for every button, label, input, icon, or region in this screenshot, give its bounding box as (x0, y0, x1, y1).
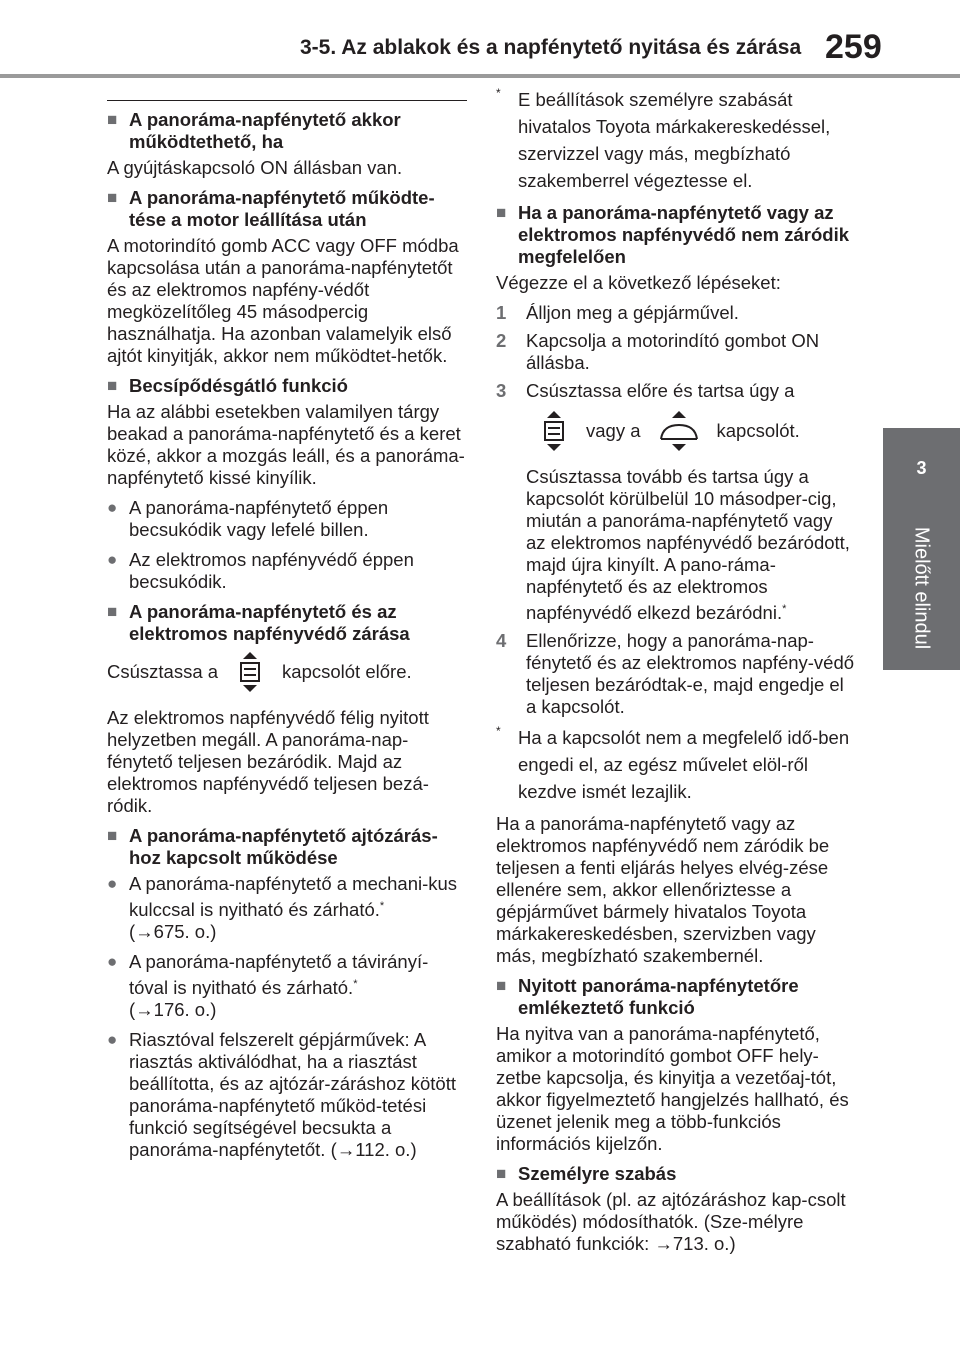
step-text: Csúsztassa előre és tartsa úgy a (526, 380, 795, 401)
footnote (496, 724, 856, 805)
page-reference: (→176. o.) (129, 999, 217, 1021)
sunshade-switch-icon (653, 409, 705, 453)
instruction-text: kapcsolót előre. (282, 661, 412, 682)
left-column (107, 100, 467, 1169)
instruction-text: kapcsolót. (716, 420, 800, 441)
step-text: Ellenőrizze, hogy a panoráma-nap-fénytető és az elektromos napfény-védő teljesen bezáródtak-e, majd engedje el a kapcsolót. (526, 630, 855, 718)
heading-after-stop: ■ A panoráma-napfénytető működte-tése a motor leállítása után (107, 187, 467, 231)
footnote-mark: * (496, 86, 501, 100)
bullet-item: ● Az elektromos napfényvédő éppen becsukódik. (107, 549, 467, 593)
footnote-mark: * (353, 978, 358, 991)
bullet-text: A panoráma-napfénytető a távirányí-tóval is nyitható és zárható. (129, 951, 429, 999)
heading-jam-protection: ■ Becsípődésgátló funkció (107, 375, 467, 397)
step-4 (496, 630, 856, 718)
step-number: 4 (496, 630, 507, 652)
page-header (0, 0, 960, 80)
sunroof-switch-icon (534, 409, 574, 453)
paragraph: Ha nyitva van a panoráma-napfénytető, amikor a motorindító gombot OFF hely-zetbe kapcsolja, és kinyitja a vezetőaj-tót, akkor figyelmeztető hangjelzés hallható, és üzenet jelenik meg a több-funkciós információs kijelzőn. (496, 1023, 849, 1155)
step-3-continued (496, 466, 856, 624)
switch-instruction (496, 408, 856, 454)
paragraph: Ha a panoráma-napfénytető vagy az elektromos napfényvédő nem záródik be teljesen a fenti eljárás helyes elvég-zése ellenére sem, akkor ellenőriztesse a gépjárművet bármely hivatalos Toyota márkakereskedésben, szervizben vagy más, megbízható szakembernél. (496, 813, 830, 967)
column-rule (107, 100, 467, 101)
paragraph: Ha az alábbi esetekben valamilyen tárgy beakad a panoráma-napfénytető és a keret közé, akkor a mozgás leáll, és a panoráma-napfénytető kissé kinyílik. (107, 401, 465, 488)
sunroof-switch-icon (230, 650, 270, 694)
step-1 (496, 302, 856, 324)
paragraph: A beállítások (pl. az ajtózáráshoz kap-csolt működés) módosíthatók. (Sze-mélyre szabható funkciók: →713. o.) (496, 1189, 846, 1255)
heading-open-reminder: ■ Nyitott panoráma-napfénytetőre emlékeztető funkció (496, 975, 856, 1019)
chapter-label: Mielőtt elindul (910, 526, 933, 650)
bullet-text: A panoráma-napfénytető a mechani-kus kulccsal is nyitható és zárható. (129, 873, 458, 921)
step-text: Kapcsolja a motorindító gombot ON állásba. (526, 330, 820, 373)
paragraph: Végezze el a következő lépéseket: (496, 272, 781, 293)
step-number: 1 (496, 302, 507, 323)
heading-operable: ■ A panoráma-napfénytető akkor működtethető, ha (107, 109, 467, 153)
footnote-text: E beállítások személyre szabását hivatalos Toyota márkakereskedéssel, szervizzel vagy más, megbízható szakemberrel végeztesse el. (518, 89, 831, 191)
paragraph: A motorindító gomb ACC vagy OFF módba kapcsolása után a panoráma-napfénytetőt és az elektromos napfény-védőt megközelítőleg 45 másodpercig használhatja. Ha azonban valamelyik első ajtót kinyitják, akkor nem működtet-hetők. (107, 235, 459, 366)
bullet-item (107, 873, 467, 943)
step-text: Álljon meg a gépjárművel. (526, 302, 739, 323)
section-title: 3-5. Az ablakok és a napfénytető nyitása és zárása (300, 36, 802, 59)
footnote-mark: * (782, 603, 787, 615)
step-2 (496, 330, 856, 374)
step-3 (496, 380, 856, 402)
heading-not-closing: ■ Ha a panoráma-napfénytető vagy az elektromos napfényvédő nem záródik megfelelően (496, 202, 856, 268)
page-reference: (→675. o.) (129, 921, 217, 943)
footnote-text: Ha a kapcsolót nem a megfelelő idő-ben engedi el, az egész művelet elöl-ről kezdve ismét lezajlik. (518, 727, 850, 803)
right-column (496, 86, 856, 1263)
footnote-mark: * (379, 900, 385, 912)
bullet-item: ● Riasztóval felszerelt gépjárművek: A riasztás aktiválódhat, ha a riasztást beállította, és az ajtózár-záráshoz kötött panoráma-napfénytető működ-tetési funkció segítségével becsukta a panoráma-napfénytetőt. (→112. o.) (107, 1029, 467, 1161)
step-text: Csúsztassa tovább és tartsa úgy a kapcsolót körülbelül 10 másodper-cig, miután a panoráma-napfénytető vagy az elektromos napfényvédő bezáródott, majd újra kinyílt. A pano-ráma-napfénytető és az elektromos napfényvédő elkezd bezáródni. (526, 466, 850, 624)
page-number: 259 (825, 28, 882, 66)
paragraph: Az elektromos napfényvédő félig nyitott helyzetben megáll. A panoráma-nap-fénytető teljesen bezáródik. Majd az elektromos napfényvédő teljesen bezá-ródik. (107, 707, 429, 816)
chapter-tab (883, 428, 960, 510)
footnote-mark: * (496, 724, 501, 739)
header-divider (0, 74, 960, 78)
switch-instruction (107, 649, 467, 695)
paragraph: A gyújtáskapcsoló ON állásban van. (107, 157, 403, 178)
heading-customization: ■ Személyre szabás (496, 1163, 856, 1185)
bullet-item: ● A panoráma-napfénytető éppen becsukódik vagy lefelé billen. (107, 497, 467, 541)
instruction-text: Csúsztassa a (107, 661, 219, 682)
chapter-side-tab (883, 510, 960, 670)
step-number: 2 (496, 330, 507, 351)
step-number: 3 (496, 380, 507, 401)
instruction-text: vagy a (586, 420, 641, 441)
footnote (496, 86, 856, 194)
bullet-item (107, 951, 467, 1021)
chapter-number: 3 (916, 458, 927, 478)
heading-closing: ■ A panoráma-napfénytető és az elektromos napfényvédő zárása (107, 601, 467, 645)
heading-door-lock: ■ A panoráma-napfénytető ajtózárás-hoz kapcsolt működése (107, 825, 467, 869)
